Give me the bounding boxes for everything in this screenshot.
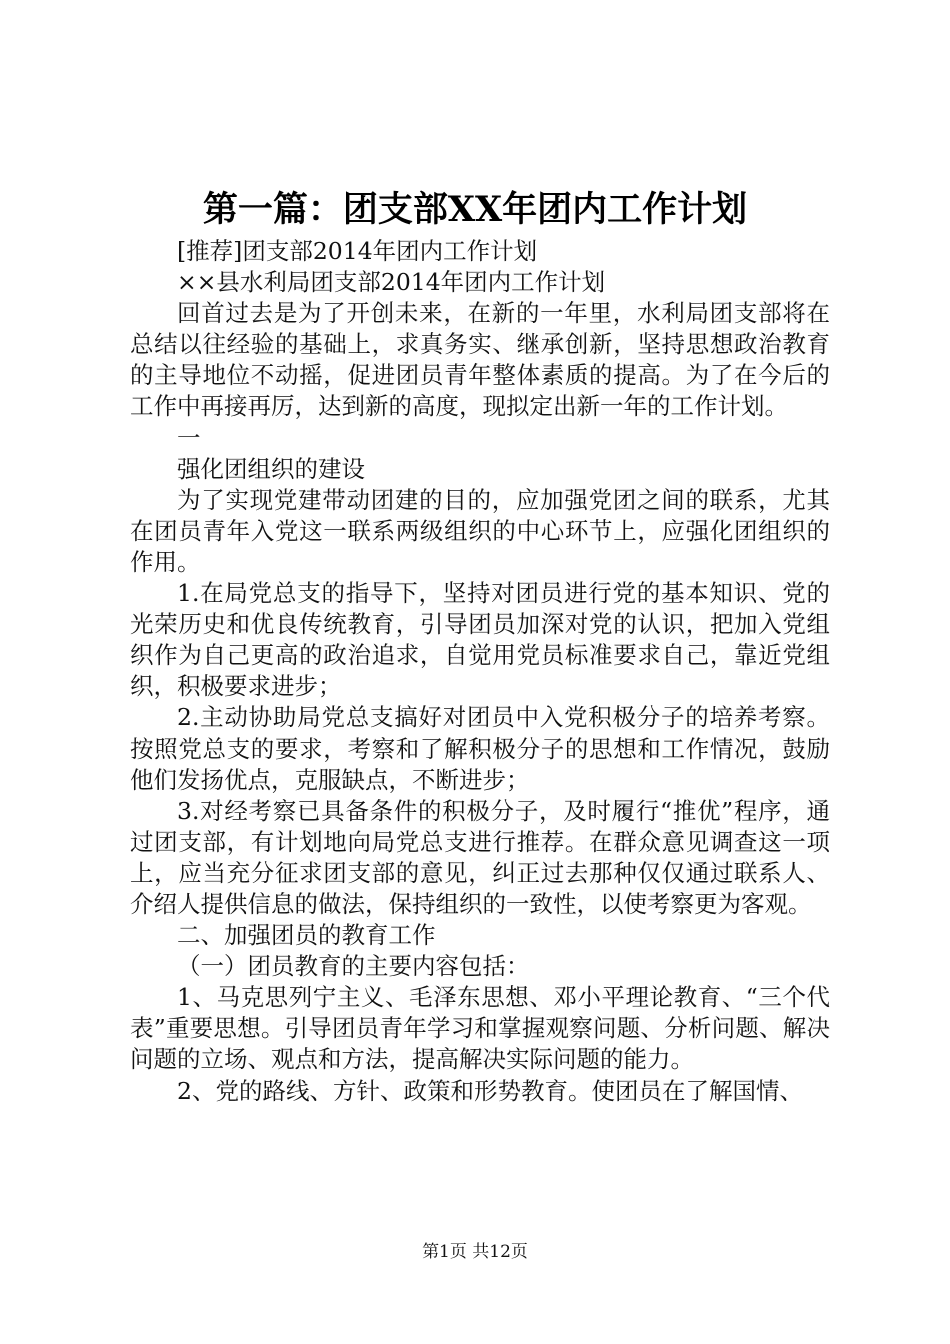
list-item-one: 1.在局党总支的指导下，坚持对团员进行党的基本知识、党的光荣历史和优良传统教育，引导团员加深对党的认识，把加入党组织作为自己更高的政治追求，自觉用党员标准要求自己，靠近党组织，积极要求进步； [130, 579, 830, 701]
paragraph-section-one: 为了实现党建带动团建的目的，应加强党团之间的联系，尤其在团员青年入党这一联系两级组织的中心环节上，应强化团组织的作用。 [130, 485, 830, 576]
list-item-two: 2.主动协助局党总支搞好对团员中入党积极分子的培养考察。按照党总支的要求，考察和了解积极分子的思想和工作情况，鼓励他们发扬优点，克服缺点，不断进步； [130, 703, 830, 794]
paragraph-subtitle: ××县水利局团支部2014年团内工作计划 [177, 268, 606, 297]
list-item-three: 3.对经考察已具备条件的积极分子，及时履行“推优”程序，通过团支部，有计划地向局党总支进行推荐。在群众意见调查这一项上，应当充分征求团支部的意见，纠正过去那种仅仅通过联系人、介绍人提供信息的做法，保持组织的一致性，以使考察更为客观。 [130, 796, 830, 918]
content-item-one: 1、马克思列宁主义、毛泽东思想、邓小平理论教育、“三个代表”重要思想。引导团员青年学习和掌握观察问题、分析问题、解决问题的立场、观点和方法，提高解决实际问题的能力。 [130, 983, 830, 1074]
paragraph-intro: 回首过去是为了开创未来，在新的一年里，水利局团支部将在总结以往经验的基础上，求真务实、继承创新，坚持思想政治教育的主导地位不动摇，促进团员青年整体素质的提高。为了在今后的工作中再接再厉，达到新的高度，现拟定出新一年的工作计划。 [130, 299, 830, 421]
paragraph-recommend: [推荐]团支部2014年团内工作计划 [177, 237, 538, 265]
section-heading-two: 二、加强团员的教育工作 [177, 921, 436, 950]
content-item-two: 2、党的路线、方针、政策和形势教育。使团员在了解国情、 [177, 1076, 803, 1105]
document-title: 第一篇：团支部XX年团内工作计划 [202, 189, 748, 230]
subsection-heading: （一）团员教育的主要内容包括： [177, 952, 530, 981]
section-number-one: 一 [177, 423, 201, 452]
document-body [130, 236, 830, 1107]
section-heading-one: 强化团组织的建设 [177, 454, 365, 483]
page-footer: 第1页 共12页 [422, 1242, 528, 1262]
